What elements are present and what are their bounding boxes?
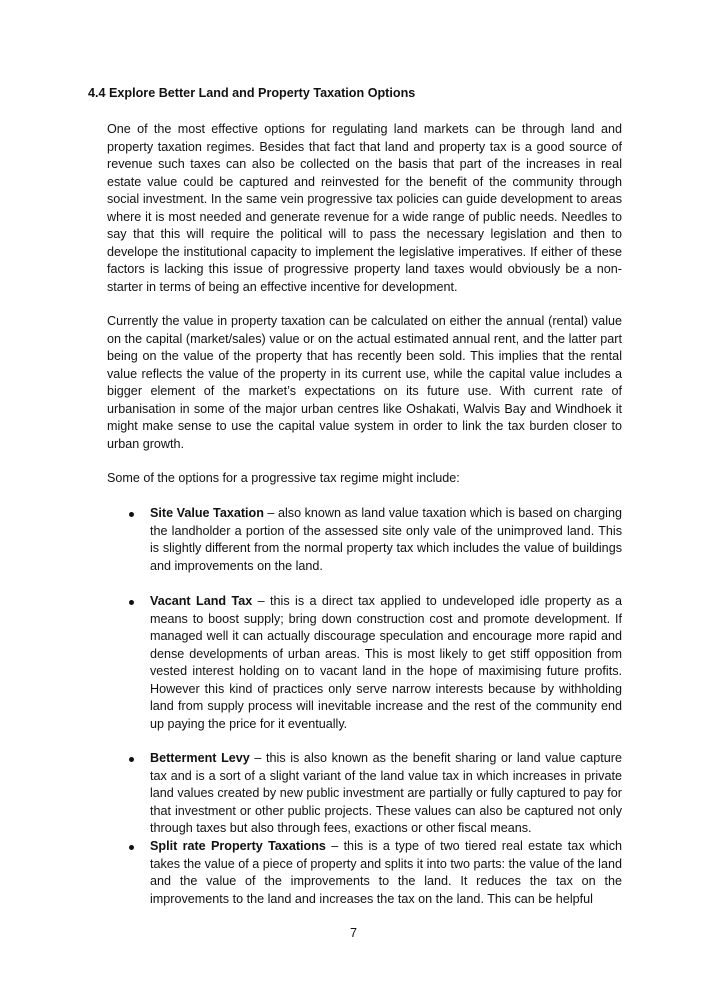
bullet-term: Site Value Taxation xyxy=(150,506,264,520)
bullet-text xyxy=(150,750,622,838)
bullet-text xyxy=(150,505,622,575)
page-number: 7 xyxy=(349,926,357,940)
bullet-icon xyxy=(129,600,134,605)
bullet-icon xyxy=(129,757,134,762)
paragraph-land-taxation-intro: One of the most effective options for regulating land markets can be through land and property taxation regimes. Besides that fact that land and property tax is a good source of revenue such taxes can also be collected on the basis that part of the increases in real estate value could be captured and reinvested for the benefit of the community through social investment. In the same vein progressive tax policies can guide development to areas where it is most needed and generate revenue for a wide range of public needs. Needles to say that this will require the political will to pass the necessary legislation and then to develope the institutional capacity to implement the legislative imperatives. If either of these factors is lacking this issue of progressive property land taxes would obviously be a non-starter in terms of being an effective incentive for development. xyxy=(107,122,622,294)
bullet-description: – this is a direct tax applied to undeveloped idle property as a means to boost supply; bring down construction cost and promote development. If managed well it can actually discourage speculation and encourage more rapid and dense developments of urban areas. This is most likely to get stiff opposition from vested interest holding on to vacant land in the hope of maximising future profits. However this kind of practices only serve narrow interests because by withholding land from supply process will inevitable increase and the rest of the community end up paying the price for it eventually. xyxy=(150,594,622,731)
bullet-icon xyxy=(129,845,134,850)
paragraph-property-valuation: Currently the value in property taxation can be calculated on either the annual (rental) value on the capital (market/sales) value or on the actual estimated annual rent, and the latter part being on the value of the property that has recently been sold. This implies that the rental value reflects the value of the property in its current use, while the capital value includes a bigger element of the market’s expectations on its future use. With current rate of urbanisation in some of the major urban centres like Oshakati, Walvis Bay and Windhoek it might make sense to use the capital value system in order to link the tax burden closer to urban growth. xyxy=(107,314,622,451)
bullet-description: – also known as land value taxation which is based on charging the landholder a portion of the assessed site only vale of the unimproved land. This is slightly different from the normal property tax which includes the value of buildings and improvements on the land. xyxy=(150,506,622,573)
bullet-term: Split rate Property Taxations xyxy=(150,839,326,853)
bullet-term: Betterment Levy xyxy=(150,751,250,765)
bullet-term: Vacant Land Tax xyxy=(150,594,253,608)
bullet-text xyxy=(150,593,622,733)
bullet-description: – this is also known as the benefit sharing or land value capture tax and is a sort of a slight variant of the land value tax in which increases in private land values created by new public investment are partially or fully captured to pay for that investment or other public projects. These values can also be captured not only through taxes but also through fees, exactions or other fiscal means. xyxy=(150,751,622,835)
bullet-description: – this is a type of two tiered real estate tax which takes the value of a piece of property and splits it into two parts: the value of the land and the value of the improvements to the land. It reduces the tax on the improvements to the land and increases the tax on the land. This can be helpful xyxy=(150,839,623,906)
bullet-text xyxy=(150,838,622,908)
section-heading: 4.4 Explore Better Land and Property Taxation Options xyxy=(88,86,416,100)
bullet-icon xyxy=(129,512,134,517)
paragraph-options-intro: Some of the options for a progressive tax regime might include: xyxy=(107,471,460,485)
